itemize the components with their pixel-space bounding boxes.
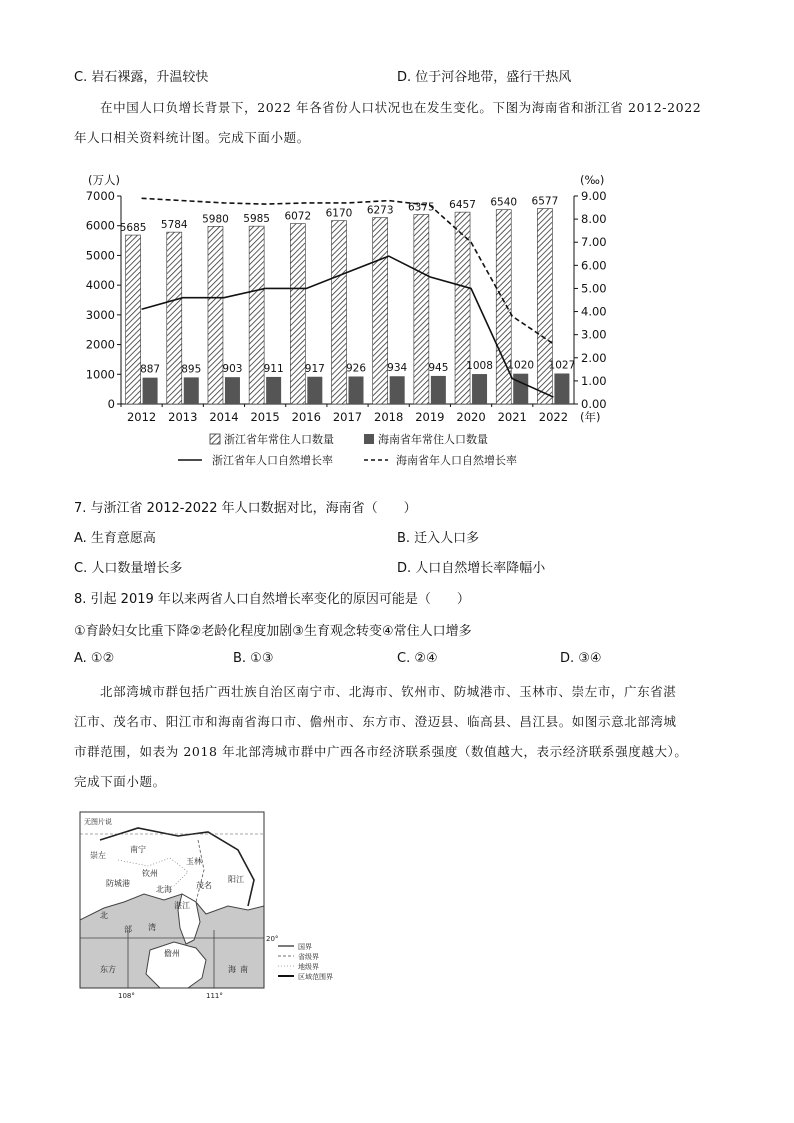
x-tick-label: 2017 [332, 410, 363, 424]
bar-zhejiang-pop [208, 226, 223, 404]
x-tick-label: 2015 [250, 410, 280, 424]
right-tick-label: 4.00 [581, 304, 607, 319]
q8-stem: 8. 引起 2019 年以来两省人口自然增长率变化的原因可能是（ ） [74, 592, 470, 607]
right-tick-label: 6.00 [581, 258, 607, 273]
map-label-nanning: 南宁 [130, 845, 146, 854]
x-tick-label: 2018 [374, 410, 404, 424]
map-label-bu: 部 [124, 925, 132, 934]
bar-zhejiang-pop [455, 212, 470, 404]
legend-swatch-zhejiang-pop [210, 434, 220, 444]
right-tick-label: 3.00 [581, 327, 607, 342]
right-axis-title: (‰) [580, 173, 605, 187]
q8-option-d[interactable]: D. ③④ [560, 651, 602, 666]
map-label-nan: 南 [240, 965, 248, 974]
data-label-hainan-pop: 1008 [466, 360, 493, 373]
data-label-zhejiang-pop: 6457 [449, 199, 476, 212]
map-legend-region: 区域范围界 [298, 973, 333, 981]
bar-zhejiang-pop [126, 235, 141, 404]
data-label-hainan-pop: 903 [222, 363, 243, 376]
x-tick-label: 2016 [291, 410, 321, 424]
right-tick-label: 9.00 [581, 189, 607, 203]
q6-option-d[interactable]: D. 位于河谷地带，盛行干热风 [397, 70, 572, 85]
left-tick-label: 3000 [85, 307, 115, 322]
legend-swatch-hainan-pop [364, 434, 374, 444]
map-label-maoming: 茂名 [196, 881, 212, 890]
left-tick-label: 7000 [85, 189, 115, 203]
map-label-beihai: 北海 [156, 885, 172, 894]
bar-hainan-pop [554, 373, 569, 404]
map-label-dongfang: 东方 [100, 965, 116, 974]
map-label-yulin: 玉林 [186, 857, 202, 866]
data-label-hainan-pop: 1020 [507, 359, 535, 372]
bar-hainan-pop [307, 377, 322, 404]
x-tick-label: 2019 [415, 410, 445, 424]
map-legend-national: 国界 [298, 943, 312, 951]
data-label-zhejiang-pop: 5784 [160, 219, 188, 232]
data-label-hainan-pop: 911 [263, 362, 284, 375]
legend-hainan-pop: 海南省年常住人口数量 [378, 433, 488, 446]
right-tick-label: 1.00 [581, 373, 607, 388]
q7-option-a[interactable]: A. 生育意愿高 [74, 531, 156, 546]
bar-zhejiang-pop [373, 218, 388, 404]
q7-option-c[interactable]: C. 人口数量增长多 [74, 561, 183, 576]
bar-hainan-pop [349, 376, 364, 404]
q7-option-d[interactable]: D. 人口自然增长率降幅小 [397, 561, 546, 576]
bar-zhejiang-pop [332, 221, 347, 404]
data-label-hainan-pop: 1027 [548, 359, 576, 372]
bar-zhejiang-pop [249, 226, 264, 404]
q8-option-b[interactable]: B. ①③ [233, 651, 274, 666]
data-label-zhejiang-pop: 6170 [325, 207, 353, 220]
map-lat-20: 20° [266, 935, 279, 943]
q8-option-c[interactable]: C. ②④ [397, 651, 438, 666]
bar-zhejiang-pop [290, 224, 305, 404]
bar-zhejiang-pop [496, 210, 511, 404]
q8-items: ①育龄妇女比重下降②老龄化程度加剧③生育观念转变④常住人口增多 [74, 624, 472, 639]
data-label-hainan-pop: 945 [428, 361, 449, 374]
map-label-chongzuo: 崇左 [90, 851, 106, 860]
map-label-qinzhou: 钦州 [142, 869, 158, 878]
right-tick-label: 7.00 [581, 235, 607, 250]
left-tick-label: 2000 [85, 337, 115, 352]
left-tick-label: 5000 [85, 248, 115, 263]
right-tick-label: 0.00 [581, 397, 607, 411]
legend-zhejiang-rate: 浙江省年人口自然增长率 [212, 454, 333, 467]
map-label-corner: 无图片说 [84, 818, 112, 826]
left-tick-label: 4000 [85, 278, 115, 293]
bar-zhejiang-pop [537, 209, 552, 404]
bar-hainan-pop [184, 377, 199, 404]
data-label-zhejiang-pop: 5985 [243, 213, 271, 226]
data-label-zhejiang-pop: 6375 [407, 201, 435, 214]
map-label-danzhou: 儋州 [164, 949, 180, 958]
right-tick-label: 2.00 [581, 350, 607, 365]
x-tick-label: 2013 [168, 410, 198, 424]
data-label-zhejiang-pop: 5980 [202, 213, 229, 226]
map-label-fangchenggang: 防城港 [106, 879, 130, 888]
map-label-zhanjiang: 湛江 [174, 901, 190, 910]
map-label-bei: 北 [100, 911, 108, 920]
map-lon-108: 108° [118, 992, 135, 1000]
data-label-hainan-pop: 887 [140, 363, 161, 376]
right-tick-label: 8.00 [581, 212, 607, 227]
left-tick-label: 0 [107, 397, 115, 411]
bar-hainan-pop [472, 374, 487, 404]
intro2-line1: 北部湾城市群包括广西壮族自治区南宁市、北海市、钦州市、防城港市、玉林市、崇左市，广东省湛 [100, 684, 677, 699]
intro2-line4: 完成下面小题。 [74, 774, 166, 789]
left-axis-title: (万人) [88, 173, 120, 187]
line-zhejiang-rate [142, 256, 554, 397]
x-axis-title: (年) [580, 410, 601, 424]
intro2-line3: 市群范围，如表为 2018 年北部湾城市群中广西各市经济联系强度（数值越大，表示经济联系强度越大）。 [74, 744, 688, 759]
bar-hainan-pop [390, 376, 405, 404]
intro1-line1: 在中国人口负增长背景下，2022 年各省份人口状况也在发生变化。下图为海南省和浙江省 2012-2022 [100, 100, 702, 115]
x-tick-label: 2014 [209, 410, 239, 424]
left-tick-label: 1000 [85, 367, 115, 382]
q7-stem: 7. 与浙江省 2012-2022 年人口数据对比，海南省（ ） [74, 501, 417, 516]
q8-option-a[interactable]: A. ①② [74, 651, 115, 666]
population-chart [74, 168, 634, 473]
intro-paragraph-beibu-gulf [74, 677, 724, 797]
intro1-line2: 年人口相关资料统计图。完成下面小题。 [74, 130, 310, 145]
intro-paragraph-population [74, 93, 724, 153]
x-tick-label: 2020 [456, 410, 486, 424]
data-label-zhejiang-pop: 5685 [119, 222, 147, 235]
bar-zhejiang-pop [167, 232, 182, 404]
data-label-hainan-pop: 934 [387, 362, 408, 375]
x-tick-label: 2012 [126, 410, 157, 424]
left-tick-label: 6000 [85, 218, 115, 233]
map-label-hai: 海 [228, 965, 236, 974]
q7-option-b[interactable]: B. 迁入人口多 [397, 531, 480, 546]
map-lon-111: 111° [206, 992, 223, 1000]
beibu-gulf-map [78, 810, 368, 1000]
data-label-zhejiang-pop: 6540 [490, 196, 518, 209]
bar-hainan-pop [513, 374, 528, 404]
data-label-hainan-pop: 926 [345, 362, 367, 375]
bar-zhejiang-pop [414, 215, 429, 404]
x-tick-label: 2021 [497, 410, 527, 424]
legend-hainan-rate: 海南省年人口自然增长率 [396, 454, 517, 467]
x-tick-label: 2022 [538, 410, 569, 424]
data-label-hainan-pop: 917 [304, 362, 325, 375]
right-tick-label: 5.00 [581, 281, 607, 296]
map-legend-city: 地级界 [298, 963, 319, 971]
data-label-zhejiang-pop: 6577 [531, 195, 559, 208]
map-legend-province: 省级界 [298, 953, 319, 961]
bar-hainan-pop [431, 376, 446, 404]
map-label-wan: 湾 [148, 923, 156, 932]
bar-hainan-pop [266, 377, 281, 404]
q6-option-c[interactable]: C. 岩石裸露，升温较快 [74, 70, 209, 85]
intro2-line2: 江市、茂名市、阳江市和海南省海口市、儋州市、东方市、澄迈县、临高县、昌江县。如图示意北部湾城 [74, 714, 677, 729]
data-label-hainan-pop: 895 [181, 363, 202, 376]
map-label-yangjiang: 阳江 [228, 875, 244, 884]
data-label-zhejiang-pop: 6273 [366, 204, 394, 217]
data-label-zhejiang-pop: 6072 [284, 210, 312, 223]
bar-hainan-pop [225, 377, 240, 404]
bar-hainan-pop [143, 378, 158, 404]
legend-zhejiang-pop: 浙江省年常住人口数量 [224, 433, 334, 446]
